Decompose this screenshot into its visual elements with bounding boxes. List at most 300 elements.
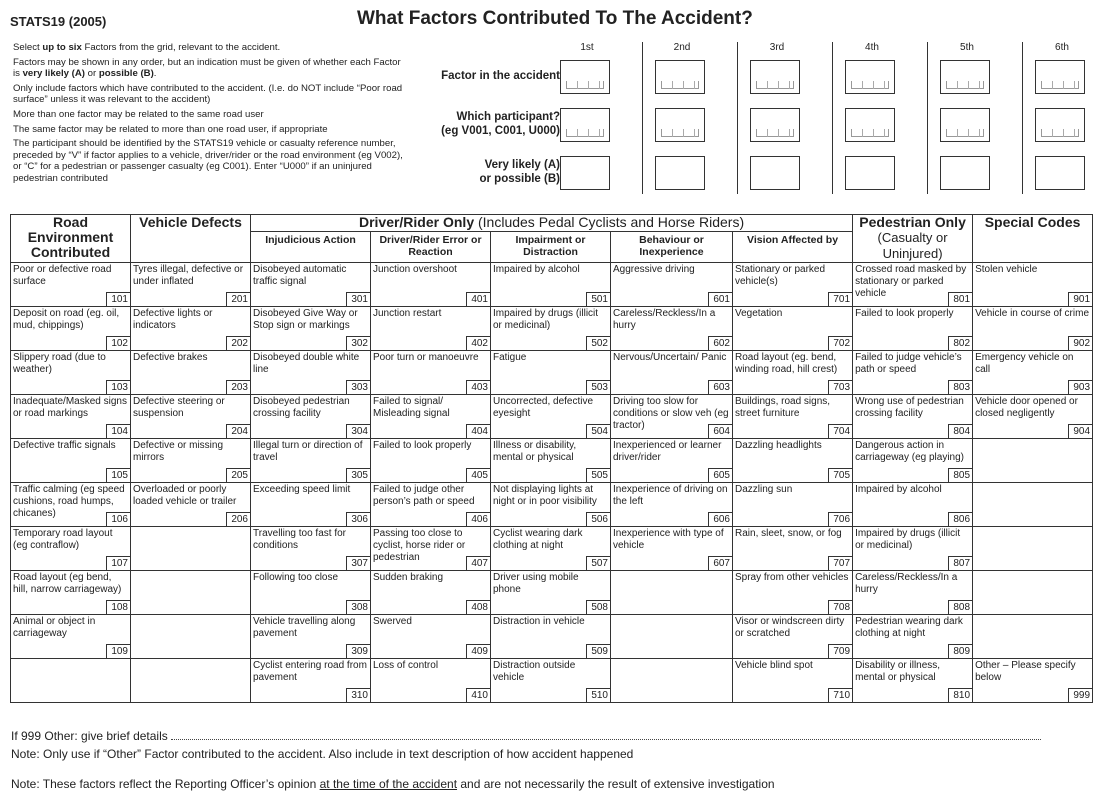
- factor-label: Traffic calming (eg speed cushions, road humps, chicanes): [13, 484, 125, 519]
- factor-cell: [973, 571, 1093, 615]
- factor-code: 901: [1068, 292, 1092, 306]
- factor-code: 407: [466, 556, 490, 570]
- factor-code: 807: [948, 556, 972, 570]
- factor-cell[interactable]: [251, 395, 371, 439]
- factor-cell[interactable]: [491, 351, 611, 395]
- factor-code: 810: [948, 688, 972, 702]
- factor-code: 903: [1068, 380, 1092, 394]
- factor-cell[interactable]: [973, 395, 1093, 439]
- factor-code: 709: [828, 644, 852, 658]
- factor-code: 508: [586, 600, 610, 614]
- factor-code: 404: [466, 424, 490, 438]
- other-details-line: [11, 729, 1041, 743]
- factor-label: Stationary or parked vehicle(s): [735, 264, 826, 287]
- factor-cell[interactable]: [131, 307, 251, 351]
- instructions: [13, 42, 408, 188]
- factor-label: Illness or disability, mental or physical: [493, 440, 577, 463]
- factor-cell[interactable]: [251, 483, 371, 527]
- factor-code: 603: [708, 380, 732, 394]
- factor-cell[interactable]: [371, 571, 491, 615]
- factor-label: Wrong use of pedestrian crossing facility: [855, 396, 964, 419]
- factor-label: Spray from other vehicles: [735, 572, 849, 583]
- factor-entry-box[interactable]: [1035, 156, 1085, 190]
- factor-code: 409: [466, 644, 490, 658]
- factor-label: Following too close: [253, 572, 339, 583]
- factor-label: Junction restart: [373, 308, 442, 319]
- factor-cell[interactable]: [491, 527, 611, 571]
- factor-entry-box[interactable]: [845, 60, 895, 94]
- other-details-field[interactable]: [171, 730, 1041, 740]
- group-driver-rider-title: Driver/Rider Only: [358, 214, 475, 230]
- factor-code: 408: [466, 600, 490, 614]
- subheader-driver-error: Driver/Rider Error or Reaction: [371, 232, 491, 263]
- factor-label: Poor turn or manoeuvre: [373, 352, 479, 363]
- factor-label: Road layout (eg bend, hill, narrow carriageway): [13, 572, 122, 595]
- factor-cell[interactable]: [11, 615, 131, 659]
- factor-label: Fatigue: [493, 352, 527, 363]
- factor-cell[interactable]: [251, 615, 371, 659]
- factor-cell[interactable]: [973, 659, 1093, 703]
- factor-cell[interactable]: [973, 351, 1093, 395]
- factor-code: 803: [948, 380, 972, 394]
- factor-label: Slippery road (due to weather): [13, 352, 106, 375]
- factor-cell[interactable]: [853, 307, 973, 351]
- instruction-6: The participant should be identified by the STATS19 vehicle or casualty reference number, preceded by “V” if factor applies to a vehicle, driver/rider or the road environment (eg V002), or “C” for a pedestrian or passenger casualty (eg C001). Enter “U000” if an uninjured pedestrian contributed: [13, 138, 403, 184]
- factor-label: Dazzling headlights: [735, 440, 822, 451]
- factor-cell[interactable]: [611, 439, 733, 483]
- factor-cell[interactable]: [611, 527, 733, 571]
- factor-code: 410: [466, 688, 490, 702]
- factor-cell[interactable]: [371, 615, 491, 659]
- factor-code: 501: [586, 292, 610, 306]
- factor-cell[interactable]: [733, 395, 853, 439]
- factor-cell[interactable]: [853, 527, 973, 571]
- factor-cell: [611, 615, 733, 659]
- factor-code: 605: [708, 468, 732, 482]
- factor-cell[interactable]: [371, 527, 491, 571]
- factor-code: 102: [106, 336, 130, 350]
- factor-entry-box[interactable]: [750, 60, 800, 94]
- factor-cell[interactable]: [491, 307, 611, 351]
- other-details-label: If 999 Other: give brief details: [11, 729, 168, 743]
- grid-row: [11, 395, 1093, 439]
- factor-col-1: 1st: [580, 42, 594, 53]
- factor-cell[interactable]: [491, 571, 611, 615]
- factor-label: Travelling too fast for conditions: [253, 528, 347, 551]
- factor-cell[interactable]: [611, 395, 733, 439]
- factor-label: Failed to signal/ Misleading signal: [373, 396, 450, 419]
- factor-col-5: 5th: [960, 42, 974, 53]
- factor-code: 601: [708, 292, 732, 306]
- factor-cell: [11, 659, 131, 703]
- factor-cell: [131, 527, 251, 571]
- factor-code: 806: [948, 512, 972, 526]
- factor-code: 704: [828, 424, 852, 438]
- factor-label: Defective lights or indicators: [133, 308, 213, 331]
- factor-col-divider: [1022, 42, 1023, 194]
- factor-col-2: 2nd: [673, 42, 691, 53]
- factor-label: Impaired by drugs (illicit or medicinal): [855, 528, 961, 551]
- factor-code: 703: [828, 380, 852, 394]
- factor-entry-box[interactable]: [845, 108, 895, 142]
- factor-label: Animal or object in carriageway: [13, 616, 96, 639]
- factor-entry-box[interactable]: [655, 156, 705, 190]
- factor-cell[interactable]: [611, 351, 733, 395]
- factor-cell[interactable]: [733, 439, 853, 483]
- factor-entry-panel: [410, 42, 1100, 202]
- factor-code: 101: [106, 292, 130, 306]
- factor-code: 106: [106, 512, 130, 526]
- factor-code: 705: [828, 468, 852, 482]
- factor-label: Deposit on road (eg. oil, mud, chippings): [13, 308, 120, 331]
- factor-label: Illegal turn or direction of travel: [253, 440, 363, 463]
- factor-code: 509: [586, 644, 610, 658]
- group-driver-rider-note: (Includes Pedal Cyclists and Horse Riders): [478, 214, 745, 230]
- factor-cell[interactable]: [611, 307, 733, 351]
- factor-code: 202: [226, 336, 250, 350]
- factor-entry-box[interactable]: [560, 156, 610, 190]
- factor-cell[interactable]: [371, 351, 491, 395]
- factor-code: 303: [346, 380, 370, 394]
- factor-code: 607: [708, 556, 732, 570]
- factor-cell[interactable]: [853, 351, 973, 395]
- footer-note-2: [11, 777, 775, 791]
- factor-code: 710: [828, 688, 852, 702]
- factor-label: Distraction outside vehicle: [493, 660, 576, 683]
- factor-col-divider: [737, 42, 738, 194]
- factor-label: Disobeyed double white line: [253, 352, 360, 375]
- factor-code: 206: [226, 512, 250, 526]
- factor-label: Loss of control: [373, 660, 439, 671]
- subheader-injudicious-action: Injudicious Action: [251, 232, 371, 263]
- subheader-behaviour: Behaviour or Inexperience: [611, 232, 733, 263]
- factor-label: Careless/Reckless/In a hurry: [613, 308, 716, 331]
- factor-code: 308: [346, 600, 370, 614]
- grid-row: [11, 439, 1093, 483]
- factor-label: Vehicle in course of crime: [975, 308, 1090, 319]
- factor-label: Crossed road masked by stationary or parked vehicle: [855, 264, 967, 299]
- factor-label: Inadequate/Masked signs or road markings: [13, 396, 127, 419]
- factor-label: Junction overshoot: [373, 264, 457, 275]
- factor-cell[interactable]: [853, 659, 973, 703]
- factor-code: 506: [586, 512, 610, 526]
- factor-label: Defective or missing mirrors: [133, 440, 224, 463]
- factor-cell[interactable]: [251, 307, 371, 351]
- factor-cell: [131, 659, 251, 703]
- factor-cell[interactable]: [131, 483, 251, 527]
- factor-cell[interactable]: [853, 395, 973, 439]
- factor-label: Not displaying lights at night or in poor visibility: [493, 484, 597, 507]
- factor-label: Pedestrian wearing dark clothing at night: [855, 616, 963, 639]
- factor-cell[interactable]: [371, 263, 491, 307]
- factor-label: Cyclist wearing dark clothing at night: [493, 528, 583, 551]
- factor-cell[interactable]: [11, 395, 131, 439]
- factor-cell[interactable]: [853, 571, 973, 615]
- factor-entry-box[interactable]: [560, 108, 610, 142]
- factor-label: Vehicle door opened or closed negligently: [975, 396, 1078, 419]
- factor-cell: [973, 615, 1093, 659]
- factor-cell[interactable]: [491, 395, 611, 439]
- grid-row: [11, 263, 1093, 307]
- factor-code: 405: [466, 468, 490, 482]
- factor-code: 606: [708, 512, 732, 526]
- factor-code: 304: [346, 424, 370, 438]
- factor-cell[interactable]: [853, 263, 973, 307]
- footer-note-2-underlined: at the time of the accident: [319, 777, 458, 791]
- factor-cell[interactable]: [371, 395, 491, 439]
- factor-code: 510: [586, 688, 610, 702]
- factor-cell[interactable]: [371, 439, 491, 483]
- instruction-4: More than one factor may be related to the same road user: [13, 108, 264, 120]
- factor-code: 502: [586, 336, 610, 350]
- factor-cell[interactable]: [973, 307, 1093, 351]
- factor-cell[interactable]: [853, 483, 973, 527]
- factor-label: Driver using mobile phone: [493, 572, 579, 595]
- factor-code: 203: [226, 380, 250, 394]
- factor-cell[interactable]: [491, 263, 611, 307]
- factor-label: Disability or illness, mental or physical: [855, 660, 941, 683]
- factor-code: 707: [828, 556, 852, 570]
- factor-code: 403: [466, 380, 490, 394]
- factor-label: Distraction in vehicle: [493, 616, 585, 627]
- factor-cell[interactable]: [11, 307, 131, 351]
- factor-cell[interactable]: [371, 659, 491, 703]
- factor-cell[interactable]: [11, 571, 131, 615]
- factor-code: 402: [466, 336, 490, 350]
- factor-cell[interactable]: [973, 263, 1093, 307]
- instruction-2: Factors may be shown in any order, but an indication must be given of whether each Factor is very likely (A) or possible (B).: [13, 56, 401, 80]
- factor-code: 904: [1068, 424, 1092, 438]
- factor-label: Road layout (eg. bend, winding road, hill crest): [735, 352, 838, 375]
- factor-label: Temporary road layout (eg contraflow): [13, 528, 113, 551]
- factor-cell[interactable]: [131, 263, 251, 307]
- factor-code: 999: [1068, 688, 1092, 702]
- group-pedestrian-title: Pedestrian Only: [859, 214, 966, 230]
- factor-code: 107: [106, 556, 130, 570]
- group-driver-rider: [251, 215, 853, 232]
- factor-entry-box[interactable]: [940, 60, 990, 94]
- factor-label: Inexperience with type of vehicle: [613, 528, 724, 551]
- instruction-1: Select up to six Factors from the grid, relevant to the accident.: [13, 42, 281, 53]
- factor-code: 204: [226, 424, 250, 438]
- footer-note-1: Note: Only use if “Other” Factor contributed to the accident. Also include in text description of how accident happened: [11, 747, 634, 761]
- factor-cell[interactable]: [733, 483, 853, 527]
- factor-code: 504: [586, 424, 610, 438]
- factor-code: 306: [346, 512, 370, 526]
- grid-row: [11, 571, 1093, 615]
- factor-cell: [973, 483, 1093, 527]
- factor-label: Tyres illegal, defective or under inflated: [133, 264, 244, 287]
- factor-code: 604: [708, 424, 732, 438]
- instruction-5: The same factor may be related to more than one road user, if appropriate: [13, 123, 328, 135]
- factor-label: Failed to judge vehicle’s path or speed: [855, 352, 962, 375]
- factor-label: Vehicle travelling along pavement: [253, 616, 356, 639]
- factor-cell[interactable]: [733, 307, 853, 351]
- factor-code: 802: [948, 336, 972, 350]
- factor-cell: [973, 527, 1093, 571]
- factor-cell[interactable]: [251, 571, 371, 615]
- factor-cell[interactable]: [251, 527, 371, 571]
- factor-code: 804: [948, 424, 972, 438]
- subheader-vision: Vision Affected by: [733, 232, 853, 263]
- factor-code: 103: [106, 380, 130, 394]
- factor-cell[interactable]: [733, 263, 853, 307]
- factor-label: Nervous/Uncertain/ Panic: [613, 352, 727, 363]
- factor-code: 401: [466, 292, 490, 306]
- factor-entry-box[interactable]: [655, 108, 705, 142]
- instruction-3: Only include factors which have contributed to the accident. (I.e. do NOT include “Poor road surface” unless it was relevant to the accident): [13, 82, 403, 106]
- factor-label: Impaired by drugs (illicit or medicinal): [493, 308, 599, 331]
- subheader-impairment: Impairment or Distraction: [491, 232, 611, 263]
- factor-cell[interactable]: [733, 527, 853, 571]
- factor-label: Defective steering or suspension: [133, 396, 225, 419]
- factor-cell[interactable]: [11, 439, 131, 483]
- factor-label: Inexperience of driving on the left: [613, 484, 728, 507]
- group-special-codes: Special Codes: [973, 215, 1093, 263]
- form-id: STATS19 (2005): [10, 14, 107, 29]
- group-pedestrian-note: (Casualty or Uninjured): [877, 230, 948, 261]
- factor-cell[interactable]: [491, 615, 611, 659]
- factor-cell[interactable]: [11, 483, 131, 527]
- factor-cell[interactable]: [131, 351, 251, 395]
- factor-label: Inexperienced or learner driver/rider: [613, 440, 722, 463]
- factor-label: Emergency vehicle on call: [975, 352, 1074, 375]
- factor-entry-box[interactable]: [560, 60, 610, 94]
- factor-code: 708: [828, 600, 852, 614]
- factor-label: Defective brakes: [133, 352, 208, 363]
- grid-row: [11, 351, 1093, 395]
- factor-code: 104: [106, 424, 130, 438]
- factor-label: Aggressive driving: [613, 264, 695, 275]
- factor-code: 205: [226, 468, 250, 482]
- factor-entry-box[interactable]: [940, 156, 990, 190]
- factor-col-divider: [832, 42, 833, 194]
- factor-label: Stolen vehicle: [975, 264, 1038, 275]
- factor-cell: [611, 571, 733, 615]
- factor-entry-box[interactable]: [655, 60, 705, 94]
- factor-entry-box[interactable]: [845, 156, 895, 190]
- factor-row-label-3: Very likely (A) or possible (B): [479, 159, 560, 185]
- factor-cell[interactable]: [853, 615, 973, 659]
- factor-cell: [611, 659, 733, 703]
- factor-cell[interactable]: [251, 351, 371, 395]
- factor-cell[interactable]: [251, 263, 371, 307]
- factor-code: 801: [948, 292, 972, 306]
- factor-entry-box[interactable]: [1035, 108, 1085, 142]
- page-title: What Factors Contributed To The Accident?: [357, 8, 753, 29]
- factor-code: 701: [828, 292, 852, 306]
- factor-col-6: 6th: [1055, 42, 1069, 53]
- factor-cell[interactable]: [371, 307, 491, 351]
- factor-label: Visor or windscreen dirty or scratched: [735, 616, 845, 639]
- factor-col-3: 3rd: [769, 42, 785, 53]
- group-vehicle-defects: Vehicle Defects: [131, 215, 251, 263]
- factor-entry-box[interactable]: [750, 156, 800, 190]
- factor-col-divider: [642, 42, 643, 194]
- factor-label: Dazzling sun: [735, 484, 793, 495]
- footer-note-2-pre: Note: These factors reflect the Reporting Officer’s opinion: [11, 777, 320, 791]
- factor-cell[interactable]: [853, 439, 973, 483]
- factor-label: Swerved: [373, 616, 412, 627]
- factor-label: Dangerous action in carriageway (eg playing): [855, 440, 965, 463]
- factor-label: Failed to look properly: [855, 308, 954, 319]
- factor-code: 302: [346, 336, 370, 350]
- factor-code: 406: [466, 512, 490, 526]
- factor-cell[interactable]: [491, 483, 611, 527]
- factor-entry-box[interactable]: [1035, 60, 1085, 94]
- factor-label: Failed to judge other person’s path or speed: [373, 484, 475, 507]
- factor-cell[interactable]: [131, 439, 251, 483]
- factor-cell: [973, 439, 1093, 483]
- factor-cell[interactable]: [251, 439, 371, 483]
- factor-cell[interactable]: [11, 527, 131, 571]
- factor-cell[interactable]: [131, 395, 251, 439]
- factor-cell[interactable]: [733, 351, 853, 395]
- factor-cell[interactable]: [733, 659, 853, 703]
- factor-label: Poor or defective road surface: [13, 264, 112, 287]
- factor-entry-box[interactable]: [750, 108, 800, 142]
- factor-code: 706: [828, 512, 852, 526]
- factor-col-divider: [927, 42, 928, 194]
- factor-cell[interactable]: [11, 263, 131, 307]
- factor-entry-box[interactable]: [940, 108, 990, 142]
- factor-cell[interactable]: [611, 483, 733, 527]
- factor-cell[interactable]: [733, 615, 853, 659]
- factor-code: 201: [226, 292, 250, 306]
- factor-label: Disobeyed automatic traffic signal: [253, 264, 347, 287]
- factor-label: Failed to look properly: [373, 440, 472, 451]
- factor-cell[interactable]: [491, 659, 611, 703]
- factor-label: Careless/Reckless/In a hurry: [855, 572, 958, 595]
- factor-cell[interactable]: [251, 659, 371, 703]
- factor-code: 602: [708, 336, 732, 350]
- factor-label: Defective traffic signals: [13, 440, 116, 451]
- factor-code: 902: [1068, 336, 1092, 350]
- grid-row: [11, 307, 1093, 351]
- contributory-factors-grid: [10, 214, 1093, 703]
- factor-code: 105: [106, 468, 130, 482]
- factor-cell[interactable]: [11, 351, 131, 395]
- factor-label: Disobeyed Give Way or Stop sign or markings: [253, 308, 358, 331]
- factor-cell[interactable]: [371, 483, 491, 527]
- factor-code: 307: [346, 556, 370, 570]
- factor-label: Rain, sleet, snow, or fog: [735, 528, 842, 539]
- factor-label: Disobeyed pedestrian crossing facility: [253, 396, 350, 419]
- factor-label: Uncorrected, defective eyesight: [493, 396, 594, 419]
- factor-code: 805: [948, 468, 972, 482]
- factor-cell[interactable]: [733, 571, 853, 615]
- factor-label: Impaired by alcohol: [855, 484, 942, 495]
- factor-code: 808: [948, 600, 972, 614]
- factor-code: 503: [586, 380, 610, 394]
- factor-cell: [131, 571, 251, 615]
- factor-cell[interactable]: [611, 263, 733, 307]
- factor-code: 505: [586, 468, 610, 482]
- factor-code: 108: [106, 600, 130, 614]
- factor-code: 301: [346, 292, 370, 306]
- factor-cell[interactable]: [491, 439, 611, 483]
- factor-label: Passing too close to cyclist, horse rider or pedestrian: [373, 528, 466, 563]
- factor-label: Cyclist entering road from pavement: [253, 660, 367, 683]
- grid-row: [11, 483, 1093, 527]
- factor-label: Sudden braking: [373, 572, 444, 583]
- factor-code: 309: [346, 644, 370, 658]
- grid-row: [11, 527, 1093, 571]
- factor-code: 305: [346, 468, 370, 482]
- grid-row: [11, 615, 1093, 659]
- factor-cell: [131, 615, 251, 659]
- factor-code: 702: [828, 336, 852, 350]
